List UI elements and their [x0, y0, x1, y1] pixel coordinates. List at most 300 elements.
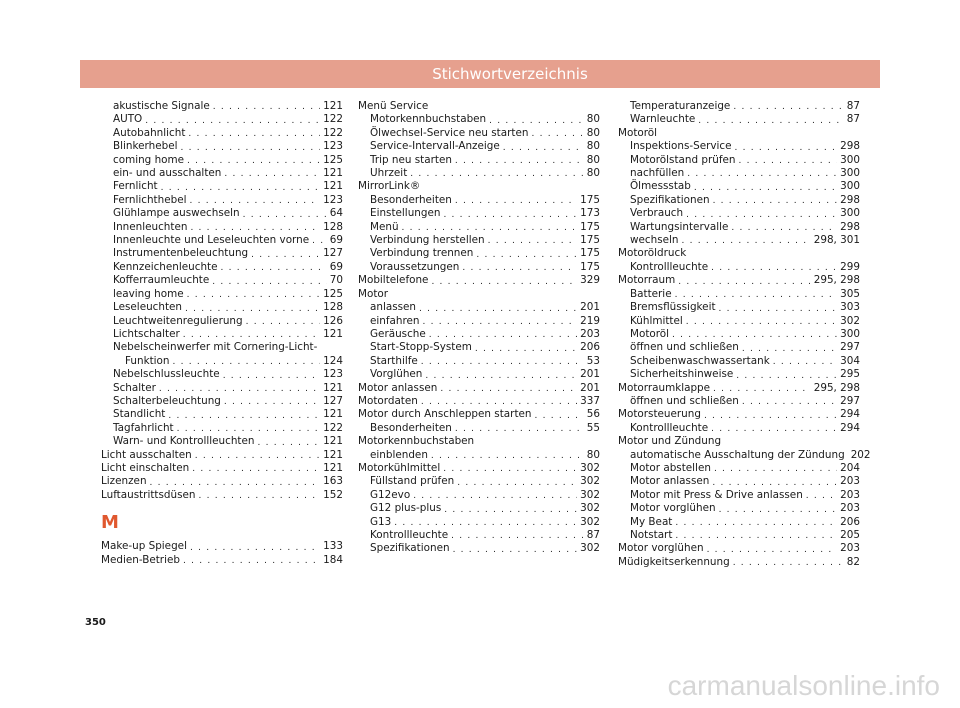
- index-entry-term: Besonderheiten: [370, 193, 452, 206]
- index-entry-term: Füllstand prüfen: [370, 475, 455, 488]
- dot-leader: [443, 209, 577, 221]
- index-entry-term: Motordaten: [358, 394, 418, 407]
- index-entry: [358, 489, 600, 502]
- index-entry-term: Motorkennbuchstaben: [370, 113, 487, 126]
- index-entry: [618, 422, 860, 435]
- index-entry: [618, 167, 860, 180]
- index-entry: [101, 449, 343, 462]
- index-entry-term: Voraussetzungen: [370, 260, 460, 273]
- index-entry-page: 302: [580, 542, 600, 555]
- dot-leader: [488, 235, 578, 247]
- dot-leader: [687, 168, 837, 180]
- index-entry-term: Trip neu starten: [370, 153, 452, 166]
- index-heading: Menü Service: [358, 100, 429, 112]
- index-entry-page: 201: [580, 368, 600, 381]
- dot-leader: [187, 155, 320, 167]
- index-entry-term: Motor mit Press & Drive anlassen: [630, 488, 803, 501]
- index-entry-term: G12evo: [370, 488, 411, 501]
- index-entry-term: Leseleuchten: [113, 301, 183, 314]
- index-entry: [101, 540, 343, 553]
- index-entry: [618, 556, 860, 569]
- index-entry: [618, 502, 860, 515]
- index-entry-page: 122: [323, 126, 343, 139]
- index-entry: [358, 140, 600, 153]
- index-entry-term: Motor durch Anschleppen starten: [358, 408, 532, 421]
- index-heading: Nebelscheinwerfer mit Cornering-Licht-: [113, 341, 318, 354]
- index-entry-term: Kontrollleuchte: [630, 421, 709, 434]
- index-entry-page: 175: [580, 260, 600, 273]
- dot-leader: [413, 490, 577, 502]
- dot-leader: [192, 463, 320, 475]
- dot-leader: [453, 544, 578, 556]
- index-entry: [101, 288, 343, 301]
- dot-leader: [462, 262, 577, 274]
- dot-leader: [806, 490, 837, 502]
- index-entry: [358, 154, 600, 167]
- index-entry-page: 175: [580, 234, 600, 247]
- index-entry: [618, 274, 860, 287]
- index-entry: [101, 554, 343, 567]
- dot-leader: [455, 155, 584, 167]
- index-entry-term: Kofferraumleuchte: [113, 274, 210, 287]
- dot-leader: [489, 115, 584, 127]
- index-entry-page: 297: [840, 394, 860, 407]
- index-entry: [358, 368, 600, 381]
- dot-leader: [185, 303, 320, 315]
- index-entry: [618, 489, 860, 502]
- index-entry: [618, 368, 860, 381]
- dot-leader: [429, 329, 577, 341]
- index-entry: [101, 167, 343, 180]
- index-entry-page: 128: [323, 301, 343, 314]
- dot-leader: [145, 115, 320, 127]
- index-entry-page: 300: [840, 153, 860, 166]
- index-entry-term: Wartungsintervalle: [630, 220, 729, 233]
- index-entry-page: 126: [323, 314, 343, 327]
- dot-leader: [421, 396, 577, 408]
- index-entry-term: Instrumentenbeleuchtung: [113, 247, 249, 260]
- index-entry: [618, 382, 860, 395]
- index-entry-page: 219: [580, 314, 600, 327]
- index-entry-page: 80: [586, 126, 600, 139]
- index-entry-term: Besonderheiten: [370, 421, 452, 434]
- index-entry-page: 121: [323, 461, 343, 474]
- dot-leader: [675, 517, 837, 529]
- dot-leader: [733, 557, 844, 569]
- index-entry-term: Innenleuchte und Leseleuchten vorne: [113, 234, 310, 247]
- index-entry-page: 121: [323, 448, 343, 461]
- dot-leader: [503, 142, 584, 154]
- index-entry-page: 201: [580, 381, 600, 394]
- dot-leader: [451, 530, 584, 542]
- index-entry-term: coming home: [113, 153, 185, 166]
- dot-leader: [686, 316, 837, 328]
- index-entry-term: Schalterbeleuchtung: [113, 394, 221, 407]
- index-entry-page: 175: [580, 247, 600, 260]
- index-entry-term: Kontrollleuchte: [370, 529, 449, 541]
- index-entry-term: Sicherheitshinweise: [630, 368, 734, 381]
- index-entry-term: Autobahnlicht: [113, 126, 186, 139]
- index-entry-term: Motor anlassen: [358, 381, 438, 394]
- index-entry: [618, 516, 860, 529]
- index-entry-term: öffnen und schließen: [630, 341, 739, 354]
- index-entry: [101, 475, 343, 488]
- index-entry: [101, 301, 343, 314]
- index-entry: [101, 247, 343, 260]
- index-entry-page: 302: [580, 515, 600, 528]
- dot-leader: [444, 504, 577, 516]
- index-entry-page: 201: [580, 301, 600, 314]
- index-entry-page: 302: [580, 488, 600, 501]
- index-entry-term: Inspektions-Service: [630, 140, 732, 153]
- watermark-text: carmanualsonline.info: [667, 670, 940, 701]
- index-entry-page: 53: [586, 354, 600, 367]
- index-heading: Motoröl: [618, 126, 658, 139]
- index-entry-page: 298: [840, 140, 860, 153]
- index-entry-page: 70: [329, 274, 343, 287]
- index-entry-page: 80: [586, 113, 600, 126]
- dot-leader: [531, 128, 583, 140]
- index-entry-page: 175: [580, 193, 600, 206]
- index-entry-page: 64: [329, 207, 343, 220]
- index-entry-term: Motorsteuerung: [618, 408, 701, 421]
- index-entry: [358, 529, 600, 542]
- index-heading: Motor und Zündung: [618, 435, 722, 448]
- dot-leader: [735, 142, 838, 154]
- index-entry-term: Motor vorglühen: [618, 542, 704, 555]
- index-entry: [101, 489, 343, 502]
- index-entry: [358, 341, 600, 354]
- index-entry-page: 121: [323, 408, 343, 421]
- dot-leader: [224, 168, 320, 180]
- dot-leader: [736, 370, 837, 382]
- index-entry: [618, 462, 860, 475]
- dot-leader: [212, 276, 326, 288]
- index-entry: [358, 462, 600, 475]
- index-entry: [358, 328, 600, 341]
- dot-leader: [773, 356, 837, 368]
- index-entry-term: Licht ausschalten: [101, 448, 192, 461]
- index-entry-page: 87: [846, 113, 860, 126]
- index-entry-page: 300: [840, 167, 860, 180]
- index-entry-term: Schalter: [113, 381, 156, 394]
- index-entry-page: 80: [586, 140, 600, 153]
- index-entry-page: 202: [850, 448, 871, 461]
- dot-leader: [161, 182, 321, 194]
- index-entry: [358, 475, 600, 488]
- index-entry-term: Notstart: [630, 529, 673, 541]
- index-entry-page: 204: [840, 461, 860, 474]
- index-entry-page: 55: [586, 421, 600, 434]
- index-entry-term: Ölmessstab: [630, 180, 691, 193]
- dot-leader: [150, 477, 321, 489]
- index-entry-term: Service-Intervall-Anzeige: [370, 140, 500, 153]
- dot-leader: [719, 303, 838, 315]
- index-entry-page: 128: [323, 220, 343, 233]
- index-entry: [358, 167, 600, 180]
- index-entry-term: Einstellungen: [370, 207, 441, 220]
- index-entry-term: Tagfahrlicht: [113, 421, 174, 434]
- dot-leader: [246, 316, 321, 328]
- index-entry: [101, 207, 343, 220]
- index-entry-term: Make-up Spiegel: [101, 540, 187, 553]
- index-entry: [618, 140, 860, 153]
- dot-leader: [457, 477, 577, 489]
- index-entry-term: Starthilfe: [370, 354, 418, 367]
- dot-leader: [731, 222, 837, 234]
- index-entry: [618, 207, 860, 220]
- dot-leader: [189, 195, 320, 207]
- index-entry-term: Motor anlassen: [630, 475, 710, 488]
- dot-leader: [713, 195, 838, 207]
- index-entry-term: My Beat: [630, 515, 673, 528]
- index-entry-term: leaving home: [113, 287, 184, 300]
- index-entry: [358, 261, 600, 274]
- index-entry: [101, 395, 343, 408]
- dot-leader: [173, 356, 321, 368]
- dot-leader: [733, 101, 843, 113]
- dot-leader: [190, 222, 320, 234]
- index-entry-page: 133: [323, 540, 343, 553]
- index-entry-page: 173: [580, 207, 600, 220]
- index-entry-term: Funktion: [125, 354, 170, 367]
- index-entry-term: Motoröl: [630, 327, 670, 340]
- dot-leader: [455, 195, 577, 207]
- dot-leader: [195, 450, 320, 462]
- dot-leader: [694, 182, 837, 194]
- index-entry-page: 121: [323, 167, 343, 180]
- index-entry: [101, 261, 343, 274]
- index-entry-term: Nebelschlussleuchte: [113, 368, 220, 381]
- index-entry-page: 127: [323, 394, 343, 407]
- index-entry: [101, 368, 343, 381]
- index-entry-term: Kontrollleuchte: [630, 260, 709, 273]
- index-entry-page: 69: [329, 260, 343, 273]
- index-entry-page: 125: [323, 287, 343, 300]
- index-entry-page: 300: [840, 180, 860, 193]
- index-entry-term: Verbindung trennen: [370, 247, 474, 260]
- index-entry-term: Fernlichthebel: [113, 193, 187, 206]
- index-entry-page: 203: [840, 475, 860, 488]
- dot-leader: [455, 423, 584, 435]
- index-heading: Motor: [358, 287, 389, 300]
- dot-leader: [431, 276, 577, 288]
- dot-leader: [312, 235, 327, 247]
- index-entry-term: Licht einschalten: [101, 461, 190, 474]
- dot-leader: [686, 209, 837, 221]
- index-entry-term: nachfüllen: [630, 167, 685, 180]
- index-entry-page: 299: [840, 260, 860, 273]
- index-entry: [101, 154, 343, 167]
- index-entry: [618, 100, 860, 113]
- index-entry-page: 127: [323, 247, 343, 260]
- index-entry-page: 121: [323, 327, 343, 340]
- dot-leader: [711, 262, 837, 274]
- index-entry: [358, 301, 600, 314]
- dot-leader: [678, 276, 811, 288]
- index-entry: [618, 301, 860, 314]
- index-entry-term: automatische Ausschaltung der Zündung: [630, 448, 845, 461]
- dot-leader: [738, 155, 837, 167]
- index-entry-term: AUTO: [113, 113, 143, 126]
- dot-leader: [168, 410, 320, 422]
- index-entry: [618, 448, 871, 462]
- dot-leader: [257, 437, 320, 449]
- index-entry-page: 206: [580, 341, 600, 354]
- index-entry-page: 123: [323, 368, 343, 381]
- index-entry-term: Fernlicht: [113, 180, 158, 193]
- index-entry-page: 297: [840, 341, 860, 354]
- index-entry-page: 80: [586, 153, 600, 166]
- index-entry: [358, 234, 600, 247]
- dot-leader: [183, 329, 320, 341]
- index-entry-page: 298: [840, 193, 860, 206]
- index-entry-term: Verbindung herstellen: [370, 234, 485, 247]
- index-entry: [101, 140, 343, 153]
- index-entry-term: Lichtschalter: [113, 327, 180, 340]
- index-entry-page: 122: [323, 113, 343, 126]
- index-entry-term: Warn- und Kontrollleuchten: [113, 435, 255, 448]
- index-entry: [358, 247, 600, 260]
- dot-leader: [421, 356, 584, 368]
- index-entry: [358, 422, 600, 435]
- dot-leader: [213, 101, 320, 113]
- index-entry-term: Verbrauch: [630, 207, 684, 220]
- index-entry-term: Spezifikationen: [630, 193, 710, 206]
- index-entry: [101, 408, 343, 421]
- index-entry-page: 298: [840, 220, 860, 233]
- index-entry-page: 121: [323, 435, 343, 448]
- index-entry-term: akustische Signale: [113, 100, 210, 112]
- index-entry: [101, 234, 343, 247]
- index-entry: [358, 221, 600, 234]
- index-entry-page: 123: [323, 140, 343, 153]
- dot-leader: [712, 477, 837, 489]
- dot-leader: [243, 209, 327, 221]
- index-entry: [101, 100, 343, 113]
- index-entry-page: 56: [586, 408, 600, 421]
- index-entry: [618, 234, 860, 247]
- index-entry-page: 302: [580, 502, 600, 515]
- dot-leader: [431, 450, 584, 462]
- index-entry: [101, 127, 343, 140]
- dot-leader: [707, 544, 838, 556]
- dot-leader: [419, 303, 577, 315]
- index-entry-term: Ölwechsel-Service neu starten: [370, 126, 529, 139]
- index-entry: [358, 382, 600, 395]
- index-entry-page: 295: [840, 368, 860, 381]
- index-entry-page: 205: [840, 529, 860, 541]
- index-entry-page: 87: [586, 529, 600, 541]
- index-entry: [101, 221, 343, 234]
- index-heading: MirrorLink®: [358, 180, 421, 193]
- index-entry: [618, 261, 860, 274]
- index-entry-page: 302: [840, 314, 860, 327]
- index-entry-page: 87: [846, 100, 860, 112]
- index-entry: [101, 435, 343, 448]
- index-entry-term: Batterie: [630, 287, 672, 300]
- index-entry-page: 303: [840, 301, 860, 314]
- index-entry: [358, 502, 600, 515]
- index-entry-page: 122: [323, 421, 343, 434]
- index-entry-term: Medien-Betrieb: [101, 553, 180, 566]
- index-entry: [101, 274, 343, 287]
- index-entry: [101, 355, 343, 368]
- index-entry: [101, 382, 343, 395]
- dot-leader: [704, 410, 837, 422]
- index-entry: [358, 408, 600, 421]
- index-entry-term: Motorölstand prüfen: [630, 153, 736, 166]
- index-entry-page: 121: [323, 100, 343, 112]
- dot-leader: [198, 490, 320, 502]
- index-entry-page: 305: [840, 287, 860, 300]
- index-entry: [358, 395, 600, 408]
- dot-leader: [675, 289, 838, 301]
- index-entry-term: einfahren: [370, 314, 420, 327]
- index-entry-term: Temperaturanzeige: [630, 100, 731, 112]
- dot-leader: [187, 289, 321, 301]
- index-entry-term: G12 plus-plus: [370, 502, 442, 515]
- index-entry-term: öffnen und schließen: [630, 394, 739, 407]
- index-entry-term: Standlicht: [113, 408, 166, 421]
- index-entry-page: 124: [323, 354, 343, 367]
- index-entry: [618, 395, 860, 408]
- dot-leader: [402, 222, 578, 234]
- index-entry-term: Müdigkeitserkennung: [618, 555, 730, 568]
- index-entry-page: 302: [580, 461, 600, 474]
- index-entry-page: 80: [586, 448, 600, 461]
- index-entry-term: Motorraumklappe: [618, 381, 711, 394]
- index-entry: [618, 315, 860, 328]
- index-heading: Motorkennbuchstaben: [358, 435, 475, 448]
- dot-leader: [443, 463, 577, 475]
- dot-leader: [719, 504, 838, 516]
- index-entry-page: 294: [840, 421, 860, 434]
- index-entry: [358, 355, 600, 368]
- dot-leader: [698, 115, 843, 127]
- index-entry-page: 295, 298: [813, 381, 860, 394]
- index-entry-page: 123: [323, 193, 343, 206]
- index-entry: [358, 516, 600, 529]
- index-entry: [618, 221, 860, 234]
- index-entry-page: 337: [580, 394, 600, 407]
- index-entry-term: Mobiltelefone: [358, 274, 429, 287]
- index-entry-page: 300: [840, 207, 860, 220]
- index-entry-page: 152: [323, 488, 343, 501]
- index-entry-term: Motor abstellen: [630, 461, 711, 474]
- index-entry-page: 295, 298: [813, 274, 860, 287]
- dot-leader: [742, 396, 837, 408]
- index-entry-term: Luftaustrittsdüsen: [101, 488, 196, 501]
- dot-leader: [221, 262, 327, 274]
- index-entry-term: Bremsflüssigkeit: [630, 301, 716, 314]
- index-entry-term: Uhrzeit: [370, 167, 408, 180]
- index-entry-page: 121: [323, 381, 343, 394]
- index-entry: [101, 113, 343, 126]
- index-entry: [618, 194, 860, 207]
- dot-leader: [423, 316, 578, 328]
- section-title: Stichwortverzeichnis: [432, 65, 588, 83]
- dot-leader: [190, 542, 320, 554]
- dot-leader: [183, 555, 320, 567]
- index-entry-page: 80: [586, 167, 600, 180]
- index-entry-term: Kühlmittel: [630, 314, 683, 327]
- index-entry-term: Blinkerhebel: [113, 140, 178, 153]
- index-entry-term: Warnleuchte: [630, 113, 696, 126]
- index-entry: [618, 542, 860, 555]
- index-entry: [618, 341, 860, 354]
- index-entry: [358, 315, 600, 328]
